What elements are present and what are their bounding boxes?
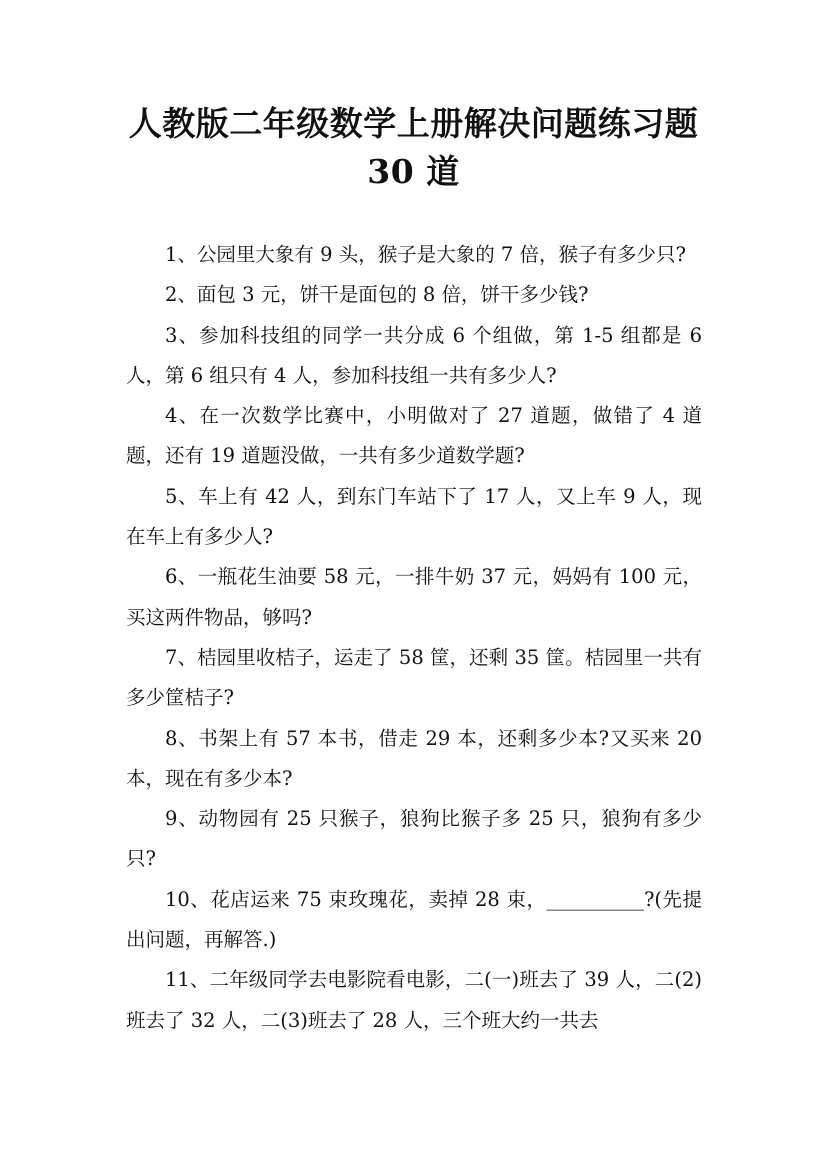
problem-item-7: 7、桔园里收桔子，运走了 58 筐，还剩 35 筐。桔园里一共有多少筐桔子? [126,645,702,710]
problem-item-5: 5、车上有 42 人，到东门车站下了 17 人，又上车 9 人，现在车上有多少人? [126,484,702,549]
problem-item-2: 2、面包 3 元，饼干是面包的 8 倍，饼干多少钱? [165,283,589,307]
problem-item-6: 6、一瓶花生油要 58 元，一排牛奶 37 元，妈妈有 100 元，买这两件物品，够吗? [126,565,702,629]
problem-list [126,235,702,1041]
problem-item-9: 9、动物园有 25 只猴子，狼狗比猴子多 25 只，狼狗有多少只? [126,807,702,871]
problem-item-8: 8、书架上有 57 本书，借走 29 本，还剩多少本?又买来 20 本，现在有多少本? [126,726,702,790]
problem-item-11: 11、二年级同学去电影院看电影，二(一)班去了 39 人，二(2)班去了 32 人，二(3)班去了 28 人，三个班大约一共去 [126,968,702,1032]
problem-item-1: 1、公园里大象有 9 头，猴子是大象的 7 倍，猴子有多少只? [165,243,686,266]
problem-item-10: 10、花店运来 75 束玫瑰花，卖掉 28 束，__________?(先提出问题，再解答.) [126,887,702,952]
document-title: 人教版二年级数学上册解决问题练习题 30 道 [128,104,699,191]
problem-item-3: 3、参加科技组的同学一共分成 6 个组做，第 1-5 组都是 6 人，第 6 组只有 4 人，参加科技组一共有多少人? [126,323,702,387]
problem-item-4: 4、在一次数学比赛中，小明做对了 27 道题，做错了 4 道题，还有 19 道题没做，一共有多少道数学题? [126,404,702,468]
